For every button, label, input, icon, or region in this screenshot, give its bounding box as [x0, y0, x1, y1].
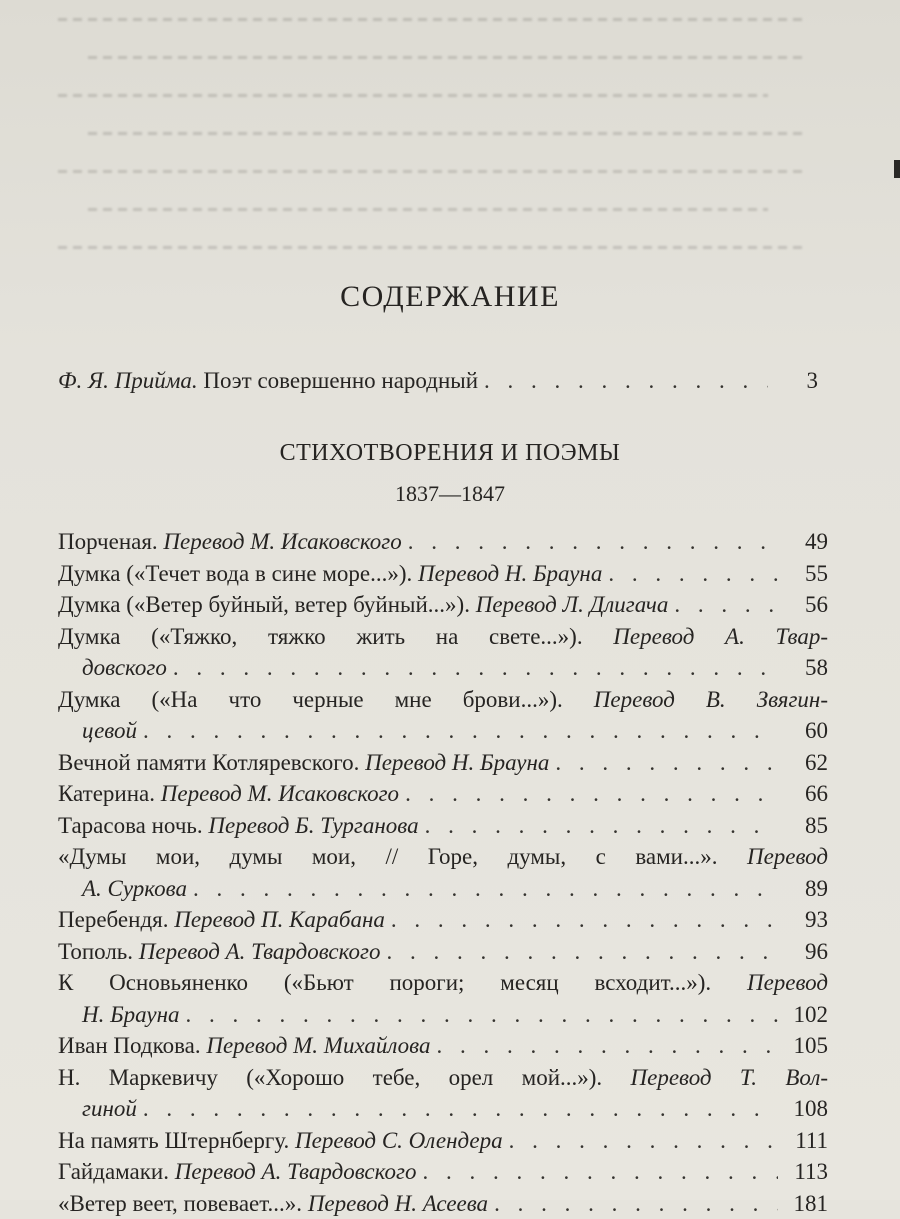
entry-title: «Ветер веет, повевает...».: [58, 1191, 302, 1216]
entry-page-number: 55: [784, 558, 828, 590]
entry-text: [58, 1125, 503, 1157]
entry-translator: Перевод Н. Брауна: [418, 561, 602, 586]
entry-title: Думка («Течет вода в сине море...»).: [58, 561, 412, 586]
dot-leader: [484, 368, 768, 394]
entry-page-number: 58: [784, 652, 828, 684]
entry-page-number: 108: [784, 1093, 828, 1125]
dot-leader: [143, 1093, 778, 1125]
entry-translator: Перевод А. Твар-: [613, 624, 828, 649]
toc-entry: [58, 1125, 828, 1157]
dot-leader: [408, 526, 778, 558]
entry-text: [58, 589, 668, 621]
entry-translator-continued: гиной: [82, 1093, 137, 1125]
entry-title: Вечной памяти Котляревского.: [58, 750, 359, 775]
intro-page-number: 3: [774, 368, 818, 394]
toc-entry-line: [58, 1062, 828, 1094]
entry-translator: Перевод: [747, 970, 828, 995]
entry-title: Катерина.: [58, 781, 155, 806]
dot-leader: [186, 999, 779, 1031]
toc-entry-continuation: [58, 1093, 828, 1125]
entry-title: Перебендя.: [58, 907, 168, 932]
entry-translator-continued: довского: [82, 652, 167, 684]
entry-title: Тарасова ночь.: [58, 813, 203, 838]
dot-leader: [143, 715, 778, 747]
toc-entry-continuation: [58, 999, 828, 1031]
entry-translator: Перевод М. Исаковского: [163, 529, 401, 554]
entry-page-number: 181: [784, 1188, 828, 1219]
toc-entry-continuation: [58, 873, 828, 905]
toc-entry: [58, 810, 828, 842]
facing-page-edge: [894, 160, 900, 178]
dot-leader: [193, 873, 778, 905]
toc-entry: [58, 904, 828, 936]
entry-title: Думка («Ветер буйный, ветер буйный...»).: [58, 592, 470, 617]
entry-text: [58, 1030, 431, 1062]
toc-entry: [58, 1062, 828, 1125]
entry-translator-continued: А. Суркова: [82, 873, 187, 905]
entry-page-number: 56: [784, 589, 828, 621]
entry-text: [58, 810, 419, 842]
entry-translator: Перевод А. Твардовского: [139, 939, 381, 964]
entry-text: [58, 1156, 416, 1188]
entry-page-number: 60: [784, 715, 828, 747]
toc-entry: [58, 1188, 828, 1219]
entry-page-number: 111: [784, 1125, 828, 1157]
entry-title: Иван Подкова.: [58, 1033, 201, 1058]
entry-text: [58, 526, 402, 558]
dot-leader: [608, 558, 778, 590]
entry-page-number: 66: [784, 778, 828, 810]
dot-leader: [387, 936, 779, 968]
toc-entry: [58, 778, 828, 810]
entry-translator: Перевод Н. Брауна: [365, 750, 549, 775]
toc-entry-continuation: [58, 652, 828, 684]
dot-leader: [494, 1188, 778, 1219]
entry-page-number: 93: [784, 904, 828, 936]
entry-translator: Перевод Б. Турганова: [208, 813, 418, 838]
toc-entry-line: [58, 684, 828, 716]
intro-author: Ф. Я. Прийма.: [58, 368, 198, 393]
toc-entry: [58, 684, 828, 747]
entry-text: [58, 904, 385, 936]
entry-page-number: 113: [784, 1156, 828, 1188]
toc-entry-line: [58, 841, 828, 873]
toc-entry: [58, 936, 828, 968]
dot-leader: [555, 747, 778, 779]
toc-entry-line: [58, 621, 828, 653]
entry-translator-continued: Н. Брауна: [82, 999, 180, 1031]
entry-translator: Перевод Т. Вол-: [631, 1065, 829, 1090]
toc-list: [58, 526, 828, 1219]
entry-translator: Перевод С. Олендера: [295, 1128, 503, 1153]
entry-text: [58, 558, 602, 590]
entry-title: Думка («Тяжко, тяжко жить на свете...»).: [58, 624, 583, 649]
entry-translator: Перевод М. Исаковского: [161, 781, 399, 806]
entry-title: «Думы мои, думы мои, // Горе, думы, с вами...».: [58, 844, 717, 869]
entry-title: Думка («На что черные мне брови...»).: [58, 687, 563, 712]
dot-leader: [405, 778, 778, 810]
entry-translator: Перевод Н. Асеева: [308, 1191, 488, 1216]
dot-leader: [509, 1125, 778, 1157]
toc-entry: [58, 558, 828, 590]
toc-entry-continuation: [58, 715, 828, 747]
toc-entry-line: [58, 967, 828, 999]
entry-title: Гайдамаки.: [58, 1159, 169, 1184]
toc-entry: [58, 1030, 828, 1062]
section-title: СТИХОТВОРЕНИЯ И ПОЭМЫ: [0, 440, 900, 467]
intro-title: Поэт совершенно народный: [203, 368, 478, 393]
toc-entry: [58, 841, 828, 904]
entry-translator: Перевод М. Михайлова: [206, 1033, 430, 1058]
entry-page-number: 102: [784, 999, 828, 1031]
entry-page-number: 89: [784, 873, 828, 905]
dot-leader: [391, 904, 778, 936]
entry-page-number: 62: [784, 747, 828, 779]
toc-entry: [58, 589, 828, 621]
dot-leader: [437, 1030, 778, 1062]
entry-translator-continued: цевой: [82, 715, 137, 747]
entry-text: [58, 1188, 488, 1219]
toc-entry: [58, 621, 828, 684]
toc-entry: [58, 967, 828, 1030]
dot-leader: [422, 1156, 778, 1188]
entry-page-number: 105: [784, 1030, 828, 1062]
entry-title: К Основьяненко («Бьют пороги; месяц всходит...»).: [58, 970, 711, 995]
entry-page-number: 85: [784, 810, 828, 842]
entry-translator: Перевод А. Твардовского: [175, 1159, 417, 1184]
contents-heading: СОДЕРЖАНИЕ: [0, 280, 900, 314]
entry-title: Порченая.: [58, 529, 158, 554]
dot-leader: [674, 589, 778, 621]
entry-text: [58, 747, 549, 779]
entry-text: [58, 936, 381, 968]
entry-translator: Перевод Л. Длигача: [476, 592, 669, 617]
entry-title: Тополь.: [58, 939, 133, 964]
entry-text: [58, 778, 399, 810]
intro-entry: [58, 368, 818, 394]
dot-leader: [173, 652, 778, 684]
toc-entry: [58, 1156, 828, 1188]
toc-entry: [58, 747, 828, 779]
entry-translator: Перевод В. Звягин-: [594, 687, 828, 712]
section-years: 1837—1847: [0, 481, 900, 507]
entry-page-number: 96: [784, 936, 828, 968]
toc-entry: [58, 526, 828, 558]
dot-leader: [425, 810, 778, 842]
entry-title: На память Штернбергу.: [58, 1128, 289, 1153]
entry-title: Н. Маркевичу («Хорошо тебе, орел мой...»).: [58, 1065, 602, 1090]
show-through-text: [58, 0, 828, 285]
entry-translator: Перевод П. Карабана: [174, 907, 385, 932]
entry-translator: Перевод: [747, 844, 828, 869]
entry-page-number: 49: [784, 526, 828, 558]
